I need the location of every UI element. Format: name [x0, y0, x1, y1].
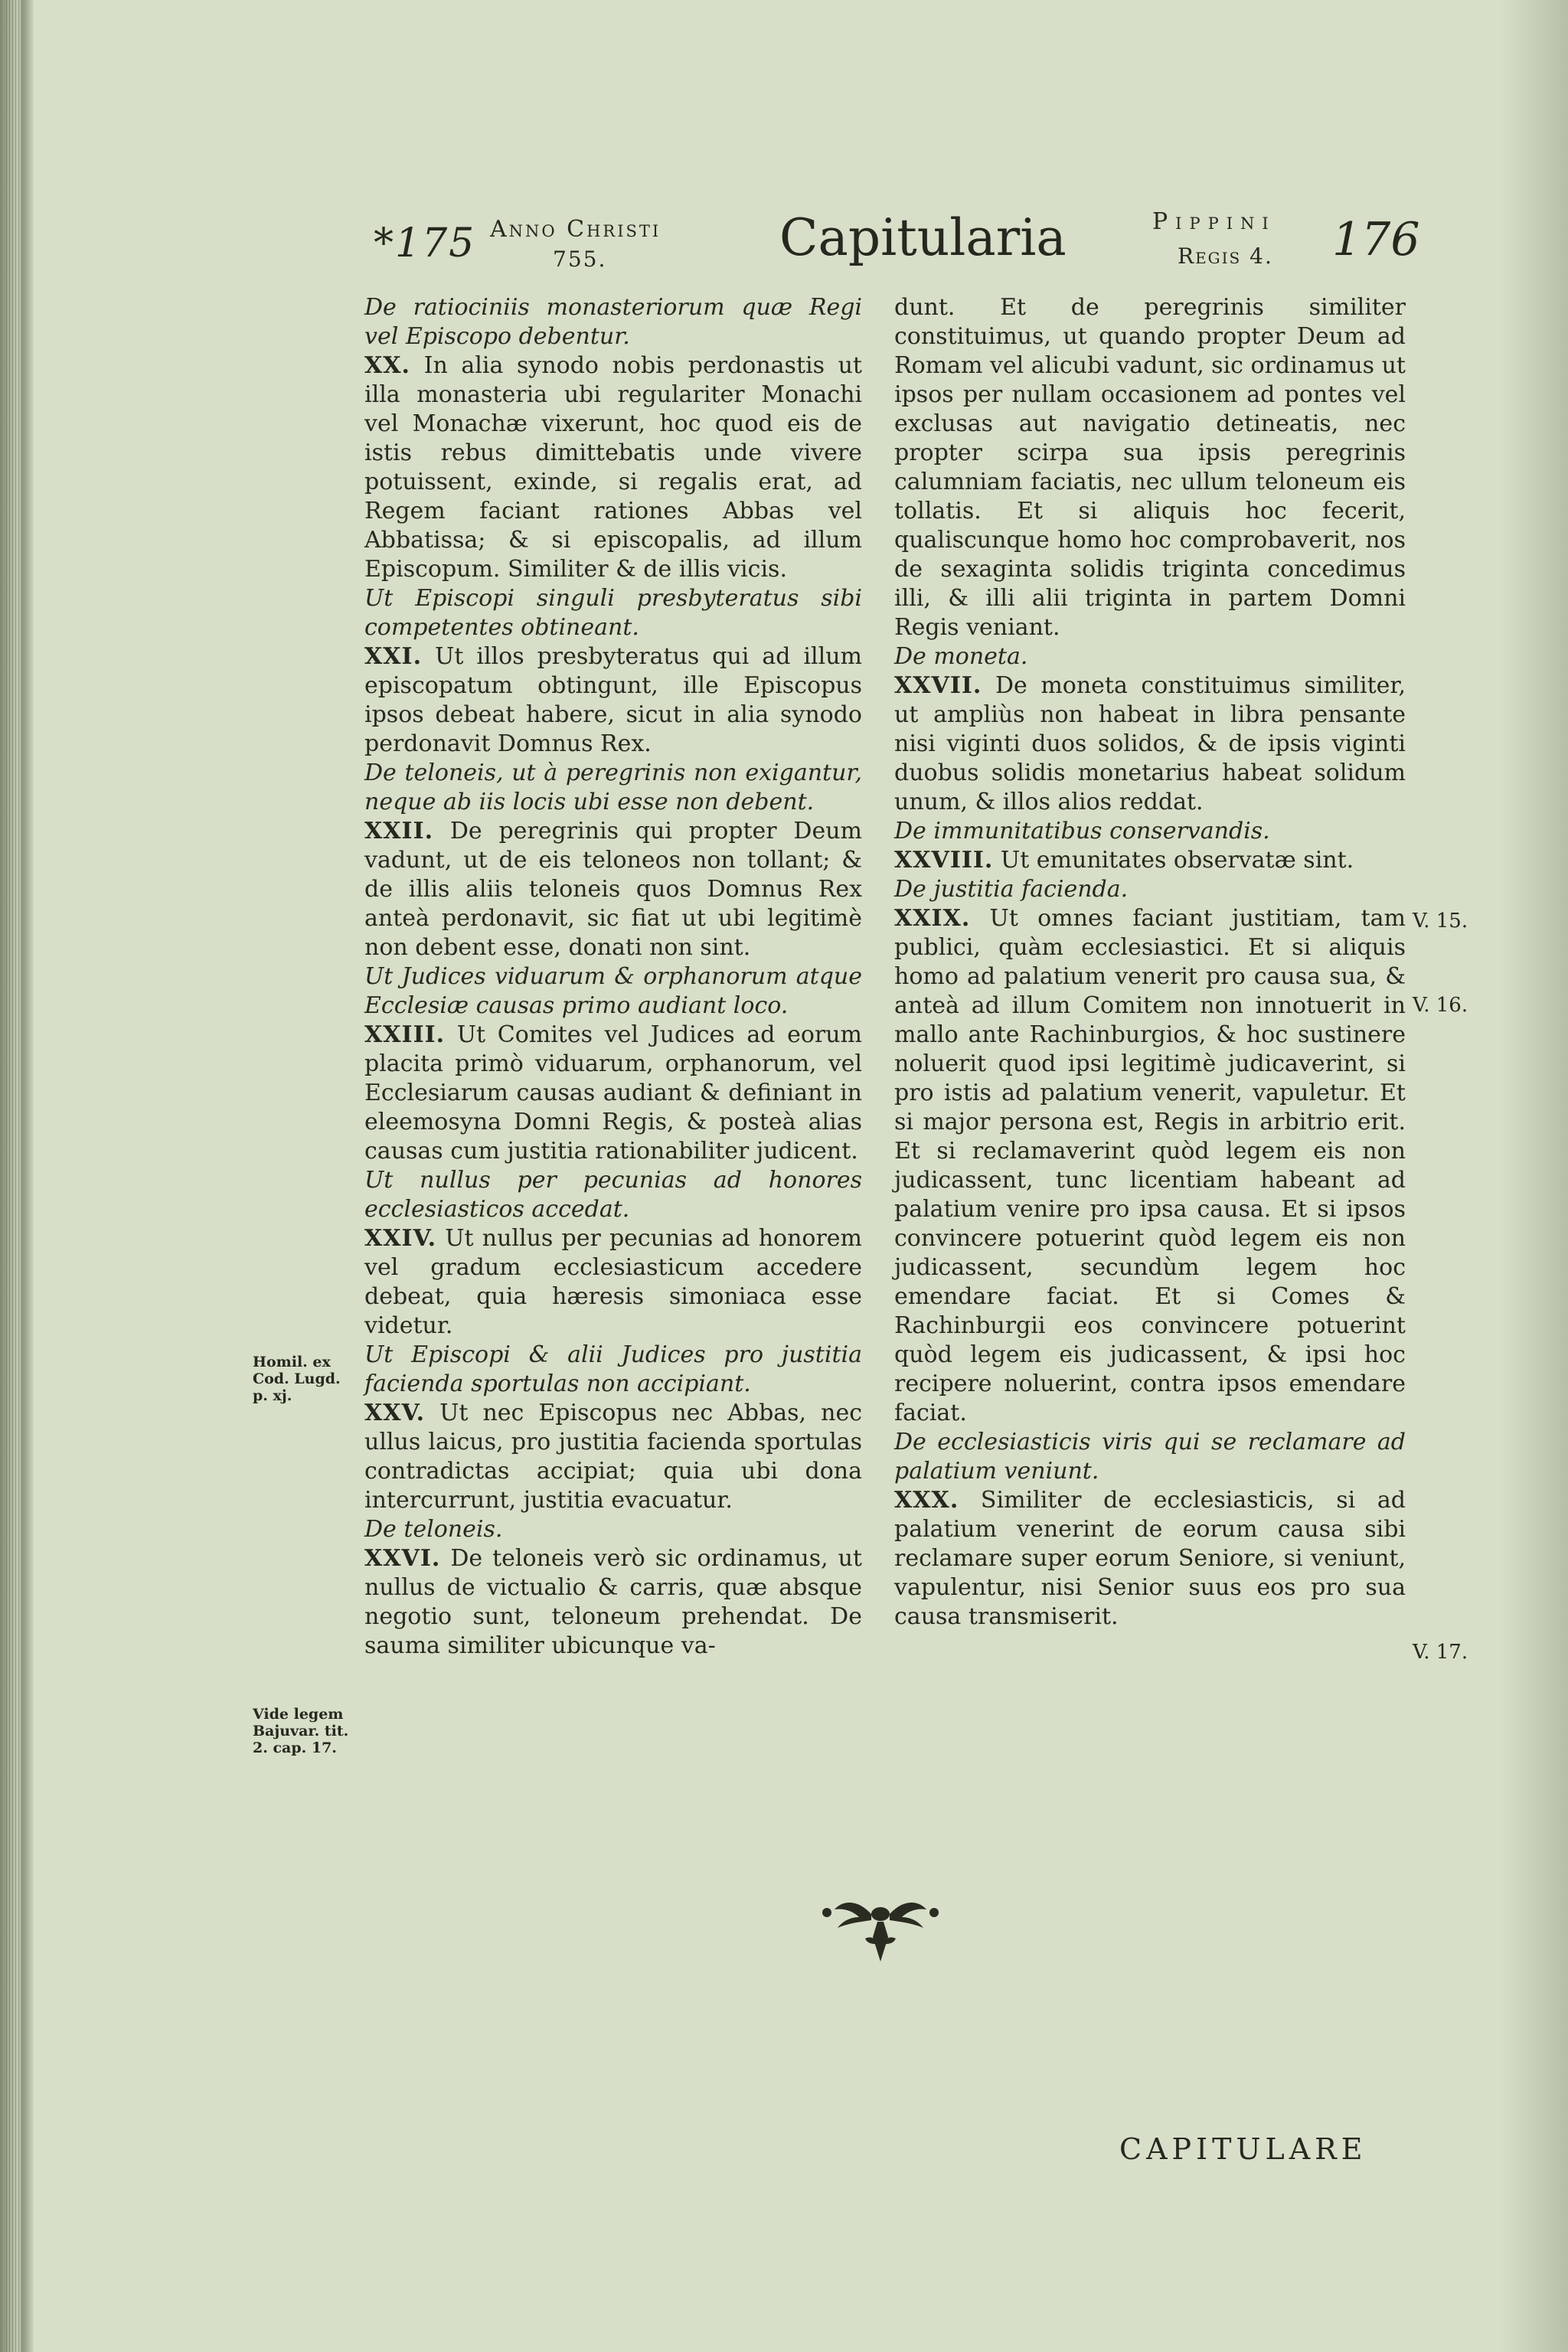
- year-label: 755.: [553, 247, 607, 272]
- chapter-number: XXI.: [364, 643, 423, 670]
- chapter-text: Ut nec Episcopus nec Abbas, nec ullus laicus, pro justitia facienda sportulas contradictas accipiat; quia ubi dona intercurrunt, justitia evacuatur.: [364, 1400, 862, 1514]
- chapter-text: In alia synodo nobis perdonastis ut illa monasteria ubi regulariter Monachi vel Monachæ vixerunt, hoc quod eis de istis rebus dimittebatis unde vivere potuissent, exinde, si regalis erat, ad Regem faciant rationes Abbas vel Abbatissa; & si episcopalis, ad illum Episcopum. Similiter & de illis vicis.: [364, 352, 862, 583]
- chapter-paragraph: [364, 642, 862, 759]
- side-note-vide-legem: Vide legem Bajuvar. tit. 2. cap. 17.: [253, 1706, 349, 1756]
- chapter-number: XXVII.: [894, 672, 982, 699]
- side-note-v17: V. 17.: [1413, 1641, 1468, 1664]
- catchword: CAPITULARE: [1119, 2132, 1367, 2166]
- side-note-v16: V. 16.: [1413, 994, 1468, 1017]
- section-heading: Ut Judices viduarum & orphanorum atque Ecclesiæ causas primo audiant loco.: [364, 963, 862, 1019]
- section-heading: De ratiociniis monasteriorum quæ Regi vel Episcopo debentur.: [364, 294, 862, 350]
- section-heading: Ut nullus per pecunias ad honores ecclesiasticos accedat.: [364, 1167, 862, 1223]
- binding-page-edges: [6, 0, 24, 2352]
- running-title: Capitularia: [779, 208, 1067, 267]
- section-heading: De justitia facienda.: [894, 876, 1129, 903]
- printer-ornament-icon: [804, 1891, 957, 1975]
- book-binding: [0, 0, 34, 2352]
- section-heading: De ecclesiasticis viris qui se reclamare ad palatium veniunt.: [894, 1429, 1406, 1485]
- chapter-text: dunt. Et de peregrinis similiter constituimus, ut quando propter Deum ad Romam vel alicubi vadunt, sic ordinamus ut ipsos per nullam occasionem ad pontes vel exclusas aut navigatio detineatis, nec propter scirpa sua ipsis peregrinis calumniam faciatis, nec ullum teloneum eis tollatis. Et si aliquis hoc fecerit, qualiscunque homo hoc comprobaverit, nos de sexaginta solidis triginta concedimus illi, & illi alii triginta in partem Domni Regis veniant.: [894, 294, 1406, 641]
- chapter-number: XXII.: [364, 818, 434, 844]
- chapter-number: XXV.: [364, 1400, 426, 1426]
- chapter-number: XXIV.: [364, 1225, 437, 1252]
- chapter-paragraph: [364, 1544, 862, 1661]
- chapter-text: Similiter de ecclesiasticis, si ad palatium venerint de eorum causa sibi reclamare super eorum Seniore, si veniunt, vapulentur, nisi Senior suus eos pro sua causa transmiserit.: [894, 1487, 1406, 1630]
- chapter-number: XX.: [364, 352, 410, 379]
- chapter-text: De peregrinis qui propter Deum vadunt, ut de eis teloneos non tollant; & de illis aliis teloneis quos Domnus Rex anteà perdonavit, sic fiat ut ubi legitimè non debent esse, donati non sint.: [364, 818, 862, 961]
- chapter-paragraph: [894, 846, 1406, 875]
- chapter-text: Ut emunitates observatæ sint.: [1000, 847, 1354, 874]
- right-page-number: 176: [1332, 213, 1420, 266]
- chapter-number: XXVIII.: [894, 847, 994, 874]
- chapter-number: XXIII.: [364, 1021, 446, 1048]
- chapter-text: Ut illos presbyteratus qui ad illum episcopatum obtingunt, ille Episcopus ipsos debeat habere, sicut in alia synodo perdonavit Domnus Rex.: [364, 643, 862, 757]
- anno-christi-label: Anno Christi: [490, 216, 662, 243]
- chapter-paragraph: [364, 1021, 862, 1166]
- chapter-number: XXVI.: [364, 1545, 441, 1572]
- section-heading: Ut Episcopi & alii Judices pro justitia facienda sportulas non accipiant.: [364, 1341, 862, 1397]
- chapter-text: Ut Comites vel Judices ad eorum placita primò viduarum, orphanorum, vel Ecclesiarum causas audiant & definiant in eleemosyna Domni Regis, & posteà alias causas cum justitia rationabiliter judicent.: [364, 1021, 862, 1165]
- chapter-text: De moneta constituimus similiter, ut ampliùs non habeat in libra pensante nisi viginti duos solidos, & de ipsis viginti duobus solidis monetarius habeat solidum unum, & illos alios reddat.: [894, 672, 1406, 815]
- chapter-text: Ut nullus per pecunias ad honorem vel gradum ecclesiasticum accedere debeat, quia hæresis simoniaca esse videtur.: [364, 1225, 862, 1339]
- left-text-column: [364, 293, 862, 1661]
- section-heading: De immunitatibus conservandis.: [894, 818, 1270, 844]
- side-note-homil: Homil. ex Cod. Lugd. p. xj.: [253, 1354, 341, 1404]
- chapter-paragraph: [364, 1399, 862, 1515]
- regis-label: Regis 4.: [1178, 243, 1273, 269]
- page-edge-shadow: [1499, 0, 1568, 2352]
- left-page-number: *175: [374, 220, 476, 266]
- section-heading: De teloneis, ut à peregrinis non exigantur, neque ab iis locis ubi esse non debent.: [364, 760, 862, 815]
- chapter-paragraph: [894, 293, 1406, 642]
- chapter-paragraph: [364, 1224, 862, 1341]
- chapter-paragraph: [364, 351, 862, 584]
- chapter-paragraph: [894, 1486, 1406, 1632]
- section-heading: De teloneis.: [364, 1516, 503, 1543]
- right-text-column: [894, 293, 1406, 1632]
- chapter-number: XXIX.: [894, 905, 971, 932]
- chapter-paragraph: [894, 904, 1406, 1428]
- chapter-text: Ut omnes faciant justitiam, tam publici, quàm ecclesiastici. Et si aliquis homo ad palatium venerit pro causa sua, & anteà ad illum Comitem non innotuerit in mallo ante Rachinburgios, & hoc sustinere noluerit quod ipsi legitimè judicaverint, si pro istis ad palatium venerit, vapuletur. Et si major persona est, Regis in arbitrio erit. Et si reclamaverint quòd legem eis non judicassent, tunc licentiam habeant ad palatium venire pro ipsa causa. Et si ipsos convincere potuerint quòd legem eis non judicassent, secundùm legem hoc emendare faciat. Et si Comes & Rachinburgii eos convincere potuerint quòd legem eis judicassent, & ipsi hoc recipere noluerint, contra ipsos emendare faciat.: [894, 905, 1406, 1426]
- chapter-number: XXX.: [894, 1487, 959, 1514]
- chapter-paragraph: [364, 817, 862, 962]
- pippini-label: Pippini: [1152, 208, 1276, 235]
- chapter-text: De teloneis verò sic ordinamus, ut nullus de victualio & carris, quæ absque negotio sunt, teloneum prehendat. De sauma similiter ubicunque va-: [364, 1545, 862, 1659]
- section-heading: De moneta.: [894, 643, 1028, 670]
- section-heading: Ut Episcopi singuli presbyteratus sibi competentes obtineant.: [364, 585, 862, 641]
- chapter-paragraph: [894, 671, 1406, 817]
- side-note-v15: V. 15.: [1413, 910, 1468, 933]
